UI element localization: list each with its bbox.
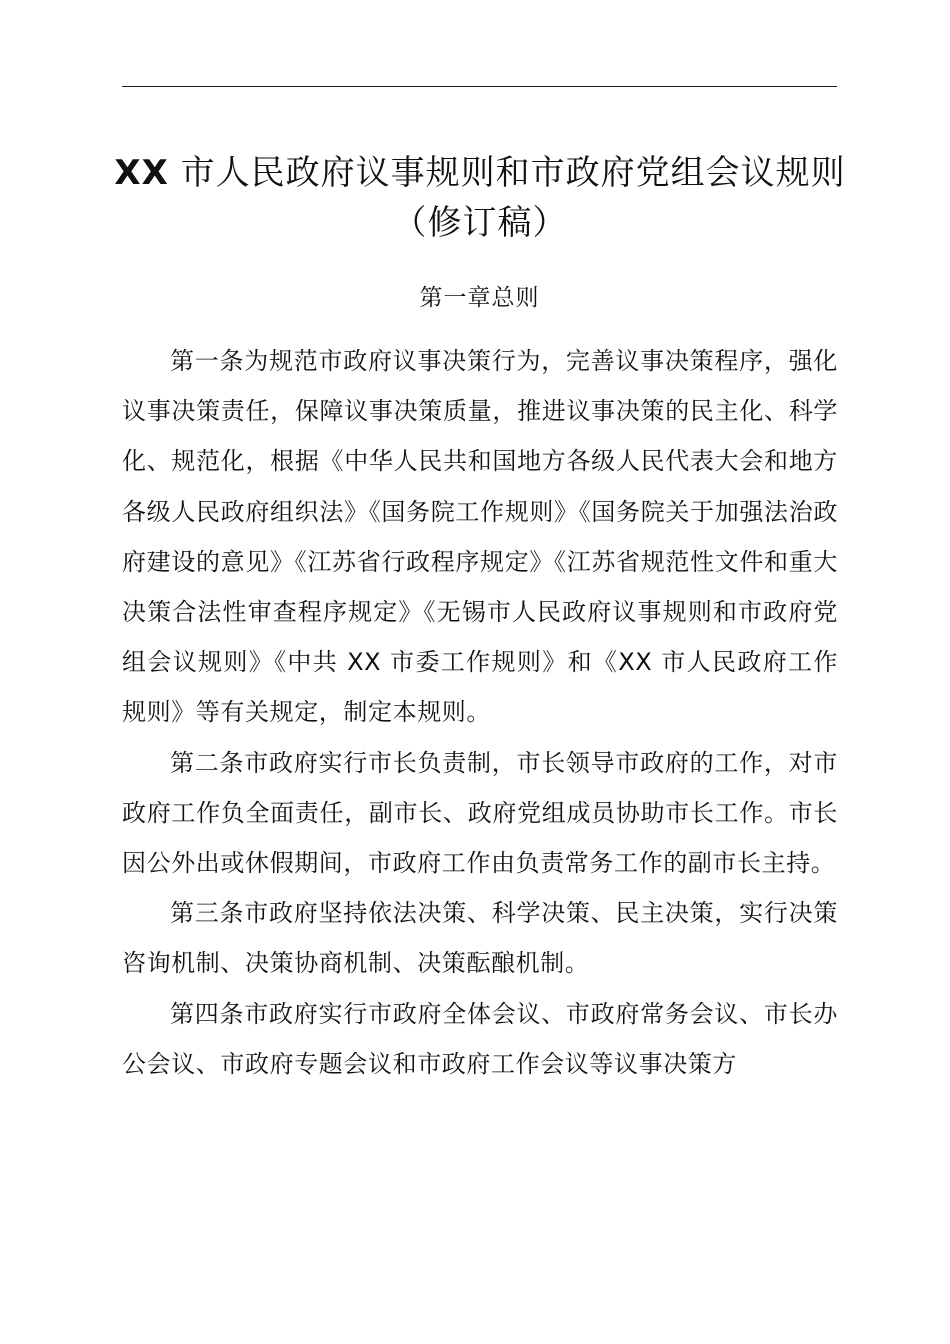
paragraph-article-2: 第二条市政府实行市长负责制，市长领导市政府的工作，对市政府工作负全面责任，副市长、政府党组成员协助市长工作。市长因公外出或休假期间，市政府工作由负责常务工作的副市长主持。 [122,748,838,878]
chapter-heading: 第一章总则 [419,285,540,311]
header-rule [122,86,837,87]
paragraph-article-3: 第三条市政府坚持依法决策、科学决策、民主决策，实行决策咨询机制、决策协商机制、决策酝酿机制。 [122,899,838,978]
document-title [110,148,850,248]
paragraph-article-1: 第一条为规范市政府议事决策行为，完善议事决策程序，强化议事决策责任，保障议事决策质量，推进议事决策的民主化、科学化、规范化，根据《中华人民共和国地方各级人民代表大会和地方各级人民政府组织法》《国务院工作规则》《国务院关于加强法治政府建设的意见》《江苏省行政程序规定》《江苏省规范性文件和重大决策合法性审查程序规定》《无锡市人民政府议事规则和市政府党组会议规则》《中共 XX 市委工作规则》和《XX 市人民政府工作规则》等有关规定，制定本规则。 [122,347,838,727]
title-text: 市人民政府议事规则和市政府党组会议规则（修订稿） [180,153,846,243]
paragraph-article-4: 第四条市政府实行市政府全体会议、市政府常务会议、市长办公会议、市政府专题会议和市政府工作会议等议事决策方 [122,999,838,1078]
title-prefix: XX [114,153,169,193]
document-body [122,336,838,1089]
